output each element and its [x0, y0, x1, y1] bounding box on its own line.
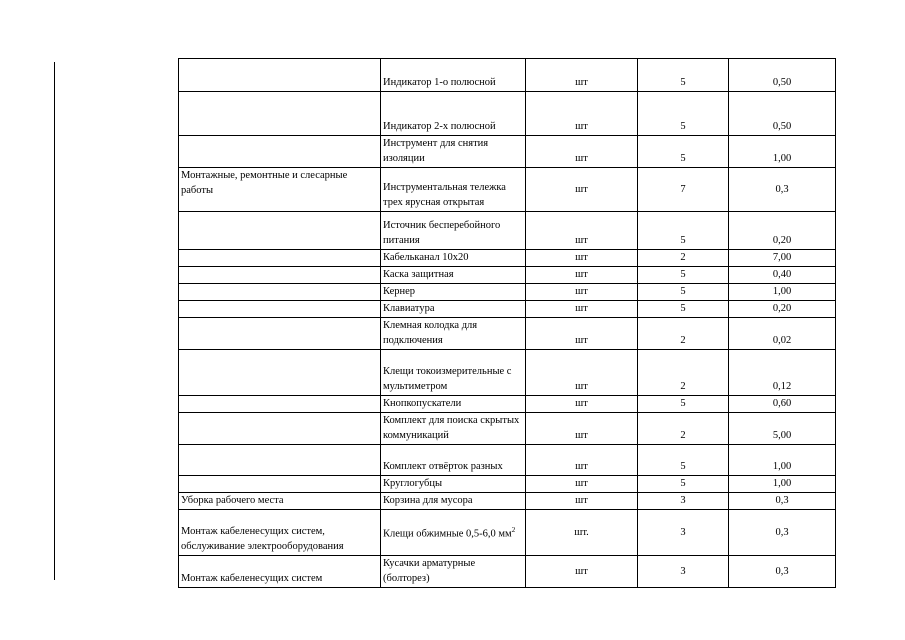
page-margin-rule [54, 62, 55, 580]
quantity-cell: 5 [638, 267, 729, 284]
value-cell: 0,02 [729, 318, 836, 350]
unit-cell: шт [526, 212, 638, 250]
quantity-cell: 3 [638, 510, 729, 556]
unit-cell: шт [526, 136, 638, 168]
value-cell: 0,20 [729, 212, 836, 250]
item-name-cell: Клавиатура [381, 301, 526, 318]
quantity-cell: 3 [638, 556, 729, 588]
value-cell: 0,20 [729, 301, 836, 318]
table-row [179, 350, 836, 396]
item-name-cell: Клемная колодка для подключения [381, 318, 526, 350]
table-row [179, 318, 836, 350]
table-row [179, 212, 836, 250]
unit-cell: шт [526, 396, 638, 413]
quantity-cell: 5 [638, 396, 729, 413]
quantity-cell: 5 [638, 284, 729, 301]
table-row [179, 510, 836, 556]
item-name-cell: Инструмент для снятия изоляции [381, 136, 526, 168]
item-name-cell: Кернер [381, 284, 526, 301]
item-name-cell: Комплект отвёрток разных [381, 445, 526, 476]
quantity-cell: 5 [638, 301, 729, 318]
quantity-cell: 2 [638, 413, 729, 445]
unit-cell: шт [526, 284, 638, 301]
item-name-cell: Кабельканал 10х20 [381, 250, 526, 267]
work-type-cell [179, 318, 381, 350]
item-name-cell: Индикатор 2-х полюсной [381, 92, 526, 136]
table-row [179, 493, 836, 510]
work-type-cell [179, 445, 381, 476]
work-type-cell [179, 413, 381, 445]
work-type-cell [179, 250, 381, 267]
unit-cell: шт [526, 493, 638, 510]
quantity-cell: 7 [638, 168, 729, 212]
work-type-cell [179, 212, 381, 250]
value-cell: 1,00 [729, 476, 836, 493]
item-name-cell: Индикатор 1-о полюсной [381, 59, 526, 92]
item-name-cell: Круглогубцы [381, 476, 526, 493]
table-row [179, 445, 836, 476]
value-cell: 0,50 [729, 92, 836, 136]
value-cell: 0,3 [729, 556, 836, 588]
item-name-cell: Кнопкопускатели [381, 396, 526, 413]
table-row [179, 301, 836, 318]
work-type-cell: Монтаж кабеленесущих систем [179, 556, 381, 588]
table-row [179, 59, 836, 92]
work-type-cell [179, 59, 381, 92]
unit-cell: шт [526, 92, 638, 136]
table-row [179, 413, 836, 445]
table-row [179, 284, 836, 301]
value-cell: 0,40 [729, 267, 836, 284]
quantity-cell: 2 [638, 350, 729, 396]
unit-cell: шт [526, 267, 638, 284]
value-cell: 1,00 [729, 136, 836, 168]
unit-cell: шт [526, 318, 638, 350]
quantity-cell: 5 [638, 92, 729, 136]
value-cell: 0,3 [729, 510, 836, 556]
quantity-cell: 3 [638, 493, 729, 510]
table-row [179, 136, 836, 168]
unit-cell: шт [526, 59, 638, 92]
work-type-cell [179, 396, 381, 413]
item-name-cell: Источник бесперебойного питания [381, 212, 526, 250]
table-row [179, 556, 836, 588]
item-name-cell: Комплект для поиска скрытых коммуникаций [381, 413, 526, 445]
item-name-cell: Корзина для мусора [381, 493, 526, 510]
value-cell: 0,3 [729, 493, 836, 510]
work-type-cell [179, 350, 381, 396]
unit-cell: шт [526, 301, 638, 318]
quantity-cell: 5 [638, 445, 729, 476]
item-name-cell: Каска защитная [381, 267, 526, 284]
work-type-cell [179, 284, 381, 301]
quantity-cell: 5 [638, 136, 729, 168]
value-cell: 5,00 [729, 413, 836, 445]
unit-cell: шт [526, 413, 638, 445]
table-row [179, 250, 836, 267]
item-name-cell [381, 510, 526, 556]
table-row [179, 168, 836, 212]
item-name-cell: Клещи токоизмерительные с мультиметром [381, 350, 526, 396]
quantity-cell: 2 [638, 318, 729, 350]
unit-cell: шт [526, 350, 638, 396]
superscript: 2 [511, 525, 516, 534]
unit-cell: шт [526, 250, 638, 267]
work-type-cell [179, 301, 381, 318]
work-type-cell [179, 136, 381, 168]
table-row [179, 476, 836, 493]
table-row [179, 92, 836, 136]
unit-cell: шт [526, 168, 638, 212]
value-cell: 0,50 [729, 59, 836, 92]
table-row [179, 396, 836, 413]
unit-cell: шт [526, 476, 638, 493]
value-cell: 0,3 [729, 168, 836, 212]
work-type-cell: Уборка рабочего места [179, 493, 381, 510]
work-type-cell: Монтажные, ремонтные и слесарные работы [179, 168, 381, 212]
value-cell: 0,60 [729, 396, 836, 413]
unit-cell: шт [526, 445, 638, 476]
item-name-cell: Кусачки арматурные (болторез) [381, 556, 526, 588]
work-type-cell: Монтаж кабеленесущих систем, обслуживание электрооборудования [179, 510, 381, 556]
quantity-cell: 5 [638, 59, 729, 92]
work-type-cell [179, 92, 381, 136]
table-row [179, 267, 836, 284]
value-cell: 1,00 [729, 445, 836, 476]
quantity-cell: 5 [638, 476, 729, 493]
unit-cell: шт [526, 556, 638, 588]
value-cell: 7,00 [729, 250, 836, 267]
value-cell: 1,00 [729, 284, 836, 301]
quantity-cell: 2 [638, 250, 729, 267]
equipment-table [178, 58, 836, 588]
value-cell: 0,12 [729, 350, 836, 396]
quantity-cell: 5 [638, 212, 729, 250]
work-type-cell [179, 267, 381, 284]
item-name-text: Клещи обжимные 0,5-6,0 мм [383, 528, 512, 540]
item-name-cell: Инструментальная тележка трех ярусная открытая [381, 168, 526, 212]
unit-cell: шт. [526, 510, 638, 556]
work-type-cell [179, 476, 381, 493]
